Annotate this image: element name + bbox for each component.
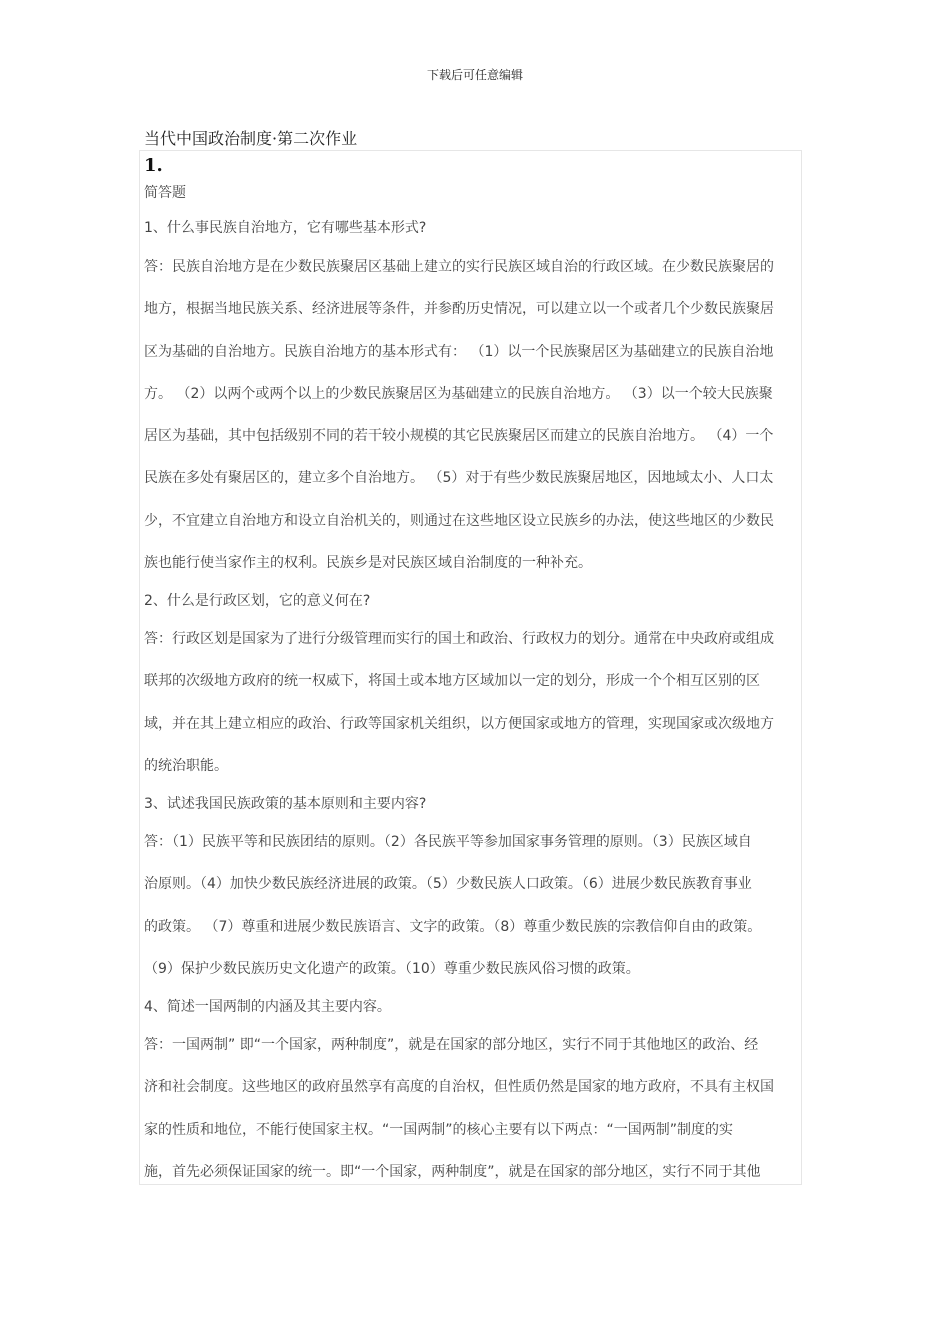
answer-line: 的政策。 （7）尊重和进展少数民族语言、文字的政策。（8）尊重少数民族的宗教信仰自由的政策。 [144, 918, 762, 935]
answer-line: 区为基础的自治地方。民族自治地方的基本形式有： （1）以一个民族聚居区为基础建立的民族自治地 [144, 343, 774, 360]
answer-line: 治原则。（4）加快少数民族经济进展的政策。（5）少数民族人口政策。（6）进展少数民族教育事业 [144, 876, 752, 893]
answer-line: 少，不宜建立自治地方和设立自治机关的，则通过在这些地区设立民族乡的办法，使这些地区的少数民 [144, 512, 774, 529]
question-4: 4、简述一国两制的内涵及其主要内容。 [144, 999, 391, 1015]
answer-line: 居区为基础，其中包括级别不同的若干较小规模的其它民族聚居区而建立的民族自治地方。 （4）一个 [144, 428, 774, 445]
answer-1 [144, 246, 799, 584]
answer-line: 的统治职能。 [144, 757, 228, 774]
answer-3 [144, 821, 799, 990]
answer-line: 家的性质和地位，不能行使国家主权。“一国两制”的核心主要有以下两点：“一国两制”制度的实 [144, 1121, 734, 1138]
question-1: 1、什么事民族自治地方，它有哪些基本形式? [144, 220, 427, 236]
answer-line: 域，并在其上建立相应的政治、行政等国家机关组织，以方便国家或地方的管理，实现国家或次级地方 [144, 715, 774, 732]
question-3: 3、试述我国民族政策的基本原则和主要内容? [144, 796, 427, 812]
page-header: 下载后可任意编辑 [426, 68, 523, 82]
answer-line: 施，首先必须保证国家的统一。即“一个国家，两种制度”，就是在国家的部分地区，实行不同于其他 [144, 1163, 761, 1180]
answer-4 [144, 1024, 799, 1193]
answer-line: 济和社会制度。这些地区的政府虽然享有高度的自治权，但性质仍然是国家的地方政府，不具有主权国 [144, 1079, 774, 1096]
document-title: 当代中国政治制度·第二次作业 [144, 129, 358, 148]
answer-line: 地方，根据当地民族关系、经济进展等条件，并参酌历史情况，可以建立以一个或者几个少数民族聚居 [144, 301, 774, 318]
answer-line: 答：行政区划是国家为了进行分级管理而实行的国土和政治、行政权力的划分。通常在中央政府或组成 [144, 631, 774, 647]
section-label: 简答题 [144, 185, 186, 201]
answer-line: 方。 （2）以两个或两个以上的少数民族聚居区为基础建立的民族自治地方。 （3）以一个较大民族聚 [144, 385, 773, 402]
answer-2 [144, 618, 799, 787]
answer-line: 答：一国两制” 即“一个国家，两种制度”，就是在国家的部分地区，实行不同于其他地区的政治、经 [144, 1037, 759, 1053]
question-2: 2、什么是行政区划，它的意义何在? [144, 593, 371, 609]
answer-line: 民族在多处有聚居区的，建立多个自治地方。 （5）对于有些少数民族聚居地区，因地域太小、人口太 [144, 470, 774, 487]
answer-line: 联邦的次级地方政府的统一权威下，将国土或本地方区域加以一定的划分，形成一个个相互区别的区 [144, 673, 760, 690]
answer-line: 答：（1）民族平等和民族团结的原则。（2）各民族平等参加国家事务管理的原则。（3）民族区域自 [144, 834, 752, 850]
question-number: 1. [144, 155, 163, 176]
answer-line: 族也能行使当家作主的权利。民族乡是对民族区域自治制度的一种补充。 [144, 555, 592, 572]
answer-line: 答：民族自治地方是在少数民族聚居区基础上建立的实行民族区域自治的行政区域。在少数民族聚居的 [144, 259, 774, 275]
answer-line: （9）保护少数民族历史文化遗产的政策。（10）尊重少数民族风俗习惯的政策。 [144, 960, 640, 977]
